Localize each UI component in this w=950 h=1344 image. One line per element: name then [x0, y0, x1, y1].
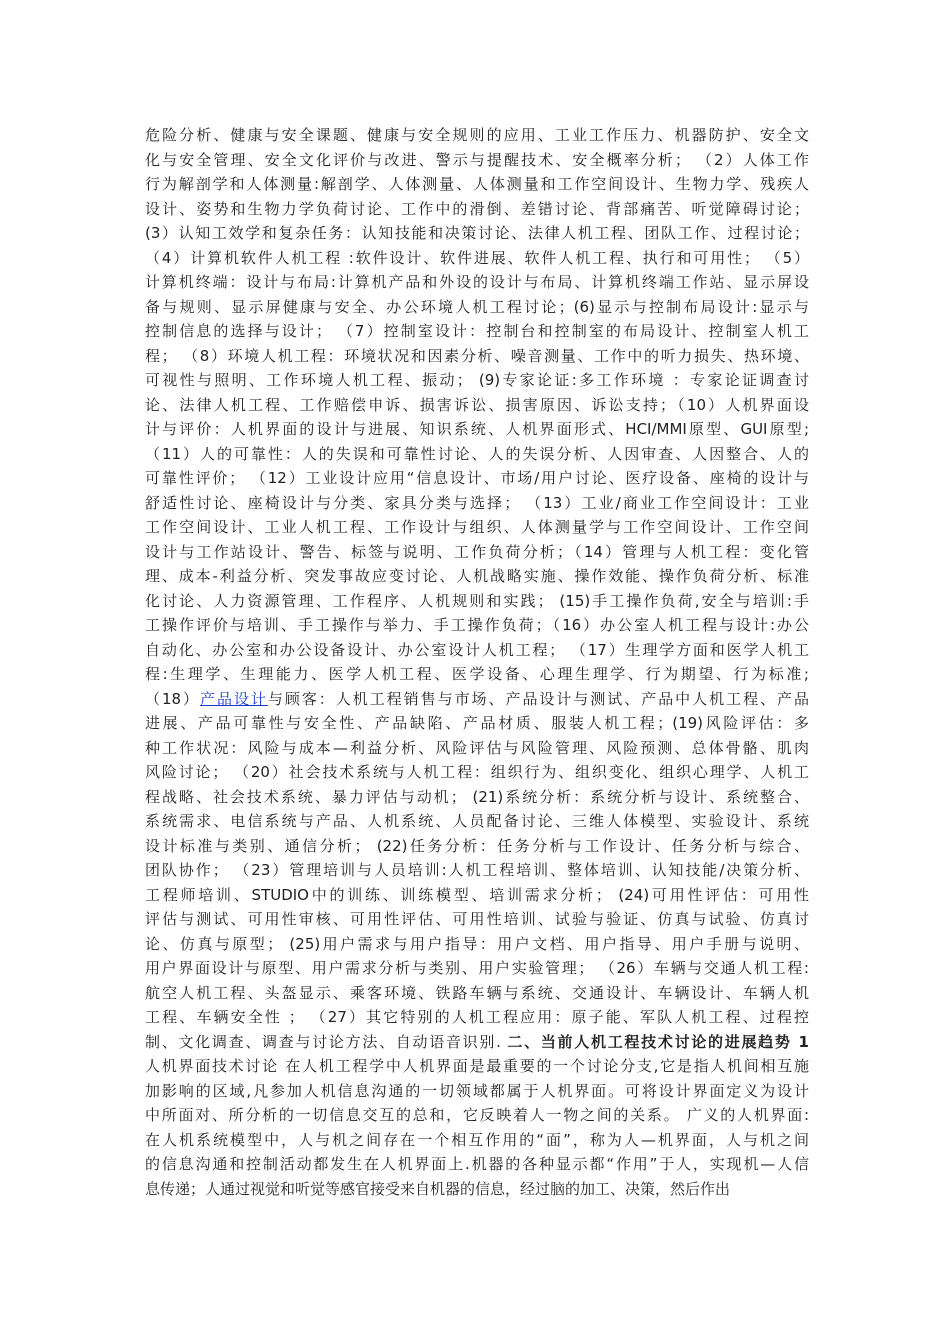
text-line: 工程、车辆安全性 ； （27）其它特别的人机工程应用：原子能、军队人机工程、过程控	[145, 1008, 809, 1026]
text-line: 程:生理学、生理能力、医学人机工程、医学设备、心理生理学、行为期望、行为标准;	[145, 665, 809, 683]
text-line: 工作空间设计、工业人机工程、工作设计与组织、人体测量学与工作空间设计、工作空间	[145, 518, 809, 536]
line-text: 制、文化调查、调查与讨论方法、自动语音识别.	[145, 1032, 508, 1051]
text-line: 工程师培训、STUDIO中的训练、训练模型、培训需求分析； (24)可用性评估：可用性	[145, 885, 809, 904]
text-line: 人机界面技术讨论 在人机工程学中人机界面是最重要的一个讨论分支,它是指人机间相互施	[145, 1057, 809, 1075]
text-line: 的信息沟通和控制活动都发生在人机界面上.机器的各种显示都“作用”于人，实现机—人信	[145, 1155, 809, 1173]
line-suffix: 与顾客：人机工程销售与市场、产品设计与测试、产品中人机工程、产品	[267, 689, 809, 708]
text-line: 计算机终端：设计与布局:计算机产品和外设的设计与布局、计算机终端工作站、显示屏设	[145, 273, 809, 291]
text-line: 工操作评价与培训、手工操作与举力、手工操作负荷；（16）办公室人机工程与设计:办公	[145, 616, 809, 634]
text-line: 控制信息的选择与设计； （7）控制室设计：控制台和控制室的布局设计、控制室人机工	[145, 322, 809, 340]
text-line: 备与规则、显示屏健康与安全、办公环境人机工程讨论；(6)显示与控制布局设计:显示与	[145, 297, 809, 316]
text-line: 理、成本-利益分析、突发事故应变讨论、人机战略实施、操作效能、操作负荷分析、标准	[145, 567, 809, 585]
text-line: 计与评价：人机界面的设计与进展、知识系统、人机界面形式、HCI/MMI原型、GUI原型;	[145, 420, 809, 438]
text-line: 系统需求、电信系统与产品、人机系统、人员配备讨论、三维人体模型、实验设计、系统	[145, 812, 809, 830]
text-line: 加影响的区域,凡参加人机信息沟通的一切领域都属于人机界面。可将设计界面定义为设计	[145, 1081, 809, 1100]
section-heading: 二、当前人机工程技术讨论的进展趋势 1	[507, 1032, 809, 1051]
text-line: （4）计算机软件人机工程 :软件设计、软件进展、软件人机工程、执行和可用性； （5）	[145, 248, 809, 267]
text-line: 行为解剖学和人体测量:解剖学、人体测量、人体测量和工作空间设计、生物力学、残疾人	[145, 175, 809, 193]
text-line: 中所面对、所分析的一切信息交互的总和，它反映着人一物之间的关系。 广义的人机界面:	[145, 1106, 809, 1124]
text-line: 设计标准与类别、通信分析； (22)任务分析：任务分析与工作设计、任务分析与综合、	[145, 836, 809, 855]
text-line: 风险讨论； （20）社会技术系统与人机工程：组织行为、组织变化、组织心理学、人机工	[145, 763, 809, 781]
text-line: 航空人机工程、头盔显示、乘客环境、铁路车辆与系统、交通设计、车辆设计、车辆人机	[145, 983, 809, 1002]
text-line: 评估与测试、可用性审核、可用性评估、可用性培训、试验与验证、仿真与试验、仿真讨	[145, 910, 809, 928]
text-line: 设计、姿势和生物力学负荷讨论、工作中的滑倒、差错讨论、背部痛苦、听觉障碍讨论；	[145, 199, 809, 218]
text-line: 论、仿真与原型； (25)用户需求与用户指导：用户文档、用户指导、用户手册与说明、	[145, 934, 809, 953]
product-design-link[interactable]: 产品设计	[200, 689, 268, 708]
text-line: （11）人的可靠性：人的失误和可靠性讨论、人的失误分析、人因审查、人因整合、人的	[145, 444, 809, 463]
text-line: 程战略、社会技术系统、暴力评估与动机； (21)系统分析：系统分析与设计、系统整合、	[145, 787, 809, 806]
text-line: 用户界面设计与原型、用户需求分析与类别、用户实验管理； （26）车辆与交通人机工程:	[145, 959, 809, 977]
text-line: 舒适性讨论、座椅设计与分类、家具分类与选择； （13）工业/商业工作空间设计：工业	[145, 493, 809, 512]
text-line: 可视性与照明、工作环境人机工程、振动； (9)专家论证:多工作环境 ：专家论证调查讨	[145, 371, 809, 389]
text-line-with-link	[145, 687, 809, 712]
text-line: 可靠性评价； （12）工业设计应用“信息设计、市场/用户讨论、医疗设备、座椅的设计与	[145, 469, 809, 487]
text-line: 化讨论、人力资源管理、工作程序、人机规则和实践； (15)手工操作负荷,安全与培训:手	[145, 591, 809, 610]
text-line: 设计与工作站设计、警告、标签与说明、工作负荷分析；（14）管理与人机工程：变化管	[145, 542, 809, 561]
text-line: 进展、产品可靠性与安全性、产品缺陷、产品材质、服装人机工程；(19)风险评估：多	[145, 714, 809, 732]
text-line: 危险分析、健康与安全课题、健康与安全规则的应用、工业工作压力、机器防护、安全文	[145, 126, 809, 144]
text-line-with-heading	[145, 1030, 809, 1055]
text-line: 团队协作； （23）管理培训与人员培训:人机工程培训、整体培训、认知技能/决策分析、	[145, 861, 809, 879]
document-body	[145, 123, 809, 1201]
text-line: (3）认知工效学和复杂任务：认知技能和决策讨论、法律人机工程、团队工作、过程讨论；	[145, 224, 809, 242]
text-line: 自动化、办公室和办公设备设计、办公室设计人机工程； （17）生理学方面和医学人机工	[145, 640, 809, 659]
text-line: 在人机系统模型中，人与机之间存在一个相互作用的“面”，称为人—机界面，人与机之间	[145, 1130, 809, 1149]
text-line: 息传递；人通过视觉和听觉等感官接受来自机器的信息，经过脑的加工、决策，然后作出	[145, 1179, 731, 1198]
text-line: 种工作状况：风险与成本—利益分析、风险评估与风险管理、风险预测、总体骨骼、肌肉	[145, 738, 809, 757]
line-prefix: （18）	[145, 689, 200, 708]
text-line: 化与安全管理、安全文化评价与改进、警示与提醒技术、安全概率分析； （2）人体工作	[145, 150, 809, 169]
text-line: 程； （8）环境人机工程：环境状况和因素分析、噪音测量、工作中的听力损失、热环境、	[145, 346, 809, 365]
text-line: 论、法律人机工程、工作赔偿申诉、损害诉讼、损害原因、诉讼支持；（10）人机界面设	[145, 395, 809, 414]
